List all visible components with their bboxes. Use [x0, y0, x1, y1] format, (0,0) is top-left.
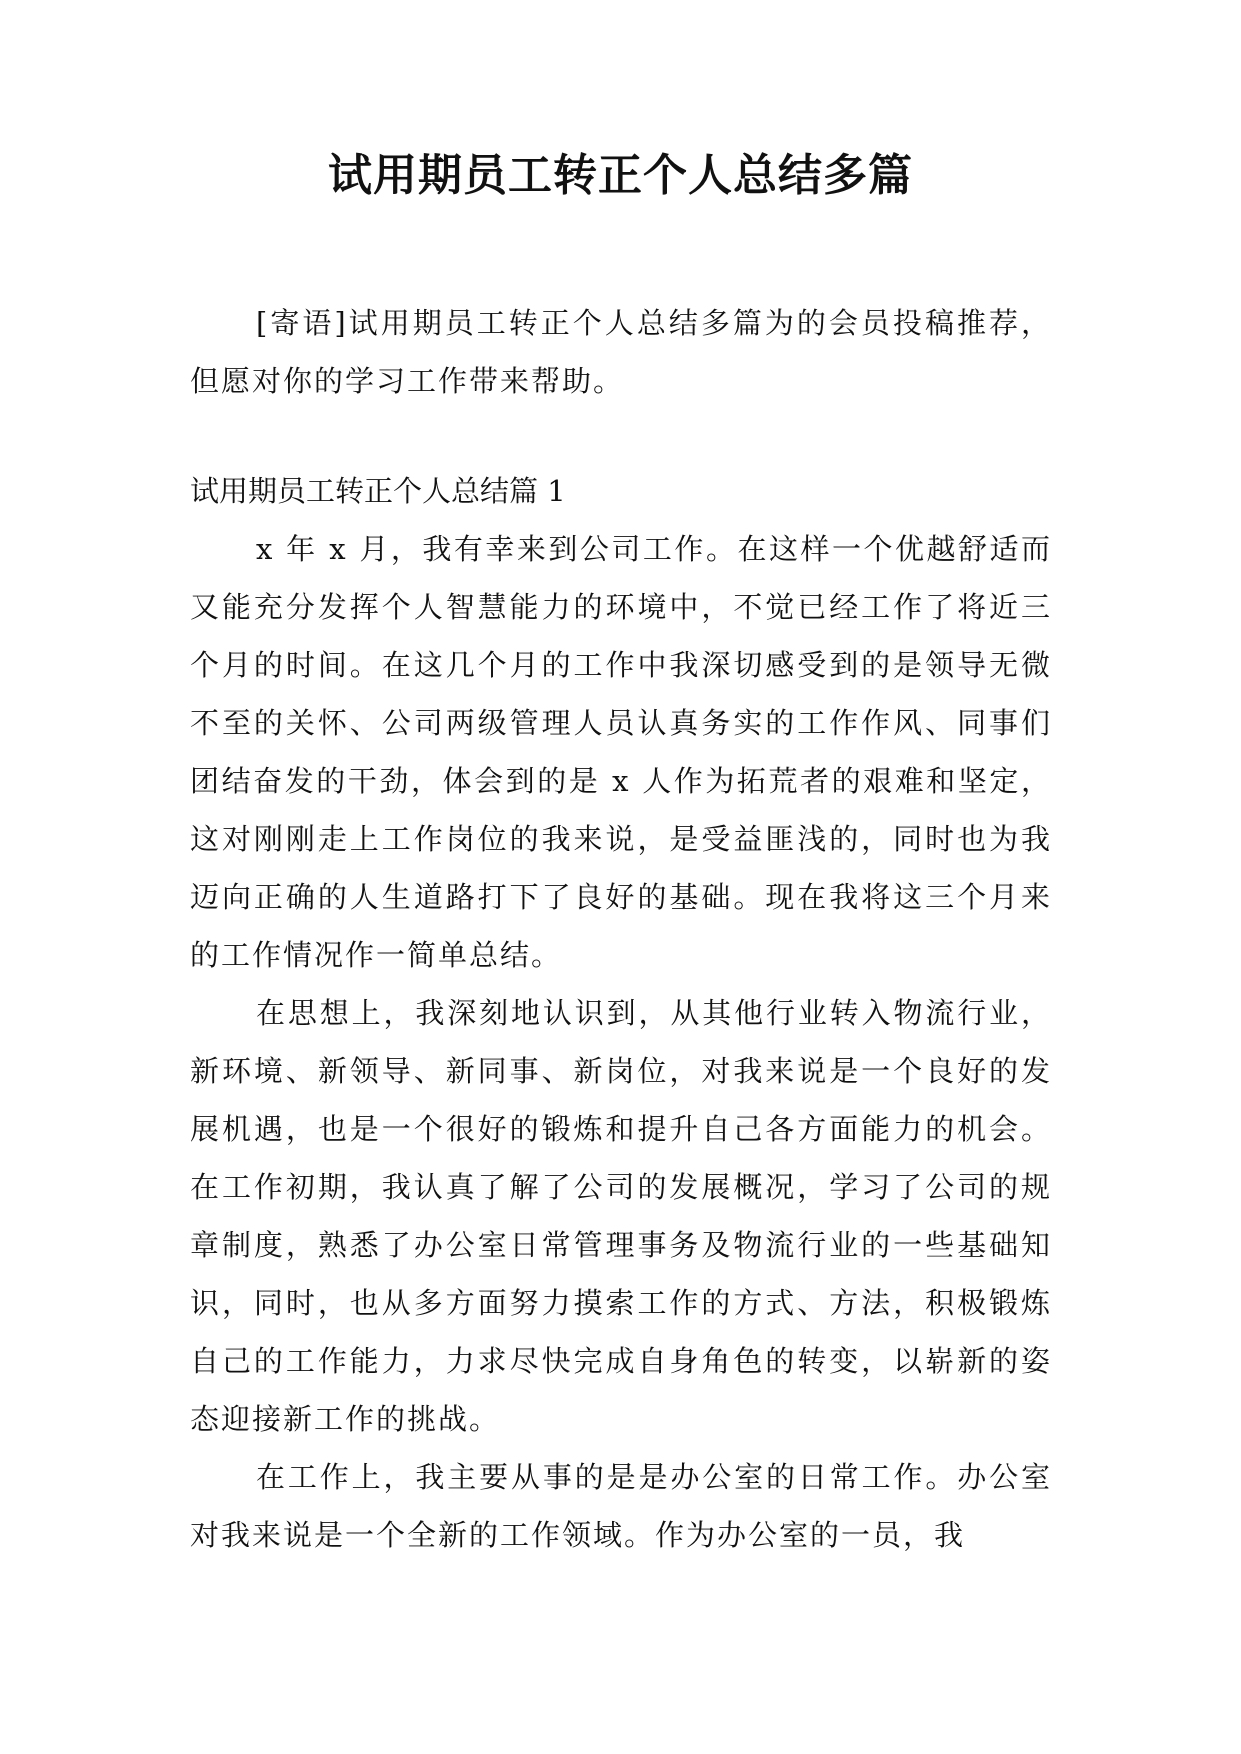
- body-paragraph: 在工作上，我主要从事的是是办公室的日常工作。办公室对我来说是一个全新的工作领域。作为办公室的一员，我: [190, 1460, 1052, 1552]
- intro-paragraph: [寄语]试用期员工转正个人总结多篇为的会员投稿推荐，但愿对你的学习工作带来帮助。: [190, 306, 1052, 398]
- document-title: 试用期员工转正个人总结多篇: [328, 150, 913, 201]
- section-heading: 试用期员工转正个人总结篇 1: [190, 474, 566, 508]
- body-paragraph: 在思想上，我深刻地认识到，从其他行业转入物流行业，新环境、新领导、新同事、新岗位，对我来说是一个良好的发展机遇，也是一个很好的锻炼和提升自己各方面能力的机会。在工作初期，我认真了解了公司的发展概况，学习了公司的规章制度，熟悉了办公室日常管理事务及物流行业的一些基础知识，同时，也从多方面努力摸索工作的方式、方法，积极锻炼自己的工作能力，力求尽快完成自身角色的转变，以崭新的姿态迎接新工作的挑战。: [190, 996, 1052, 1436]
- document-body: [190, 520, 1052, 1564]
- body-paragraph: x 年 x 月，我有幸来到公司工作。在这样一个优越舒适而又能充分发挥个人智慧能力的环境中，不觉已经工作了将近三个月的时间。在这几个月的工作中我深切感受到的是领导无微不至的关怀、公司两级管理人员认真务实的工作作风、同事们团结奋发的干劲，体会到的是 x 人作为拓荒者的艰难和坚定，这对刚刚走上工作岗位的我来说，是受益匪浅的，同时也为我迈向正确的人生道路打下了良好的基础。现在我将这三个月来的工作情况作一简单总结。: [190, 532, 1052, 972]
